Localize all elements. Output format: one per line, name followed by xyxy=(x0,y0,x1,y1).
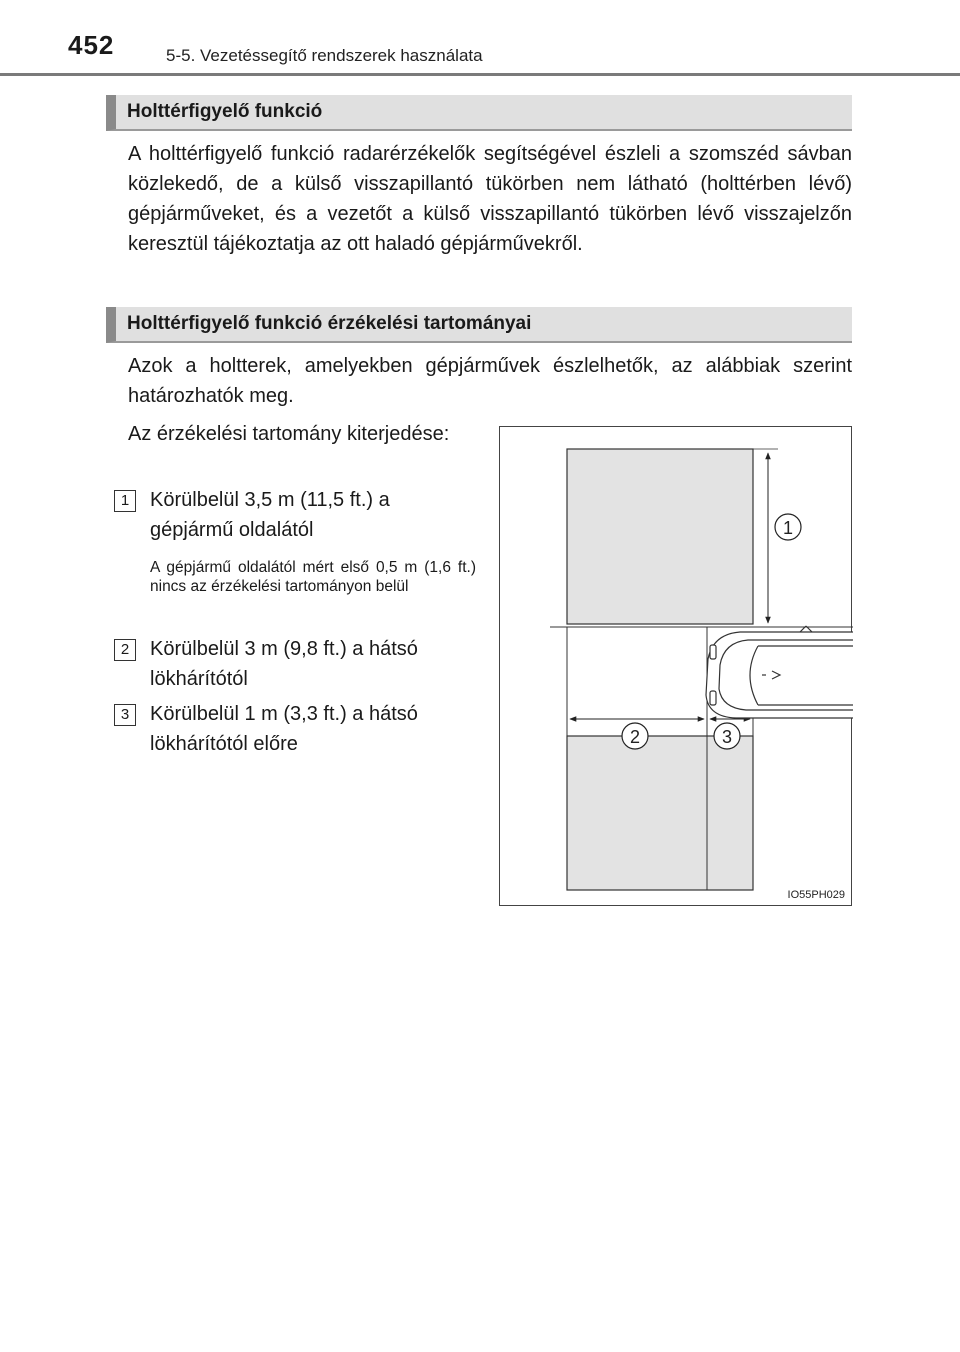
range-item-text: Körülbelül 1 m (3,3 ft.) a hátsó lökhárítótól előre xyxy=(150,703,418,755)
range-item-text: Körülbelül 3,5 m (11,5 ft.) a gépjármű oldalától xyxy=(150,489,390,541)
lower-detection-zone xyxy=(567,736,753,890)
item-number-badge: 3 xyxy=(114,704,136,726)
page-number: 452 xyxy=(68,30,115,60)
detection-range-diagram xyxy=(500,427,853,907)
header-divider xyxy=(0,73,960,76)
range-item-note: A gépjármű oldalától mért első 0,5 m (1,6 ft.) nincs az érzékelési tartományon belül xyxy=(150,559,476,595)
callout-2-label: 2 xyxy=(629,727,641,747)
item-number-badge: 2 xyxy=(114,639,136,661)
section-heading-detection-ranges: Holttérfigyelő funkció érzékelési tartományai xyxy=(106,307,852,343)
section-paragraph-blind-spot-function: A holttérfigyelő funkció radarérzékelők segítségével észleli a szomszéd sávban közlekedő, de a külső visszapillantó tükörben nem látható (holttérben lévő) gépjárműveket, és a vezetőt a külső visszapillantó tükörben lévő visszajelzőn keresztül tájékoztatja az ott haladó gépjárművekről. xyxy=(128,143,852,255)
chapter-title: 5-5. Vezetéssegítő rendszerek használata xyxy=(166,46,483,65)
callout-1-label: 1 xyxy=(782,518,794,538)
figure-code: IO55PH029 xyxy=(787,889,845,901)
callout-3-label: 3 xyxy=(721,727,733,747)
vehicle-drawing xyxy=(706,626,853,718)
upper-detection-zone xyxy=(567,449,753,624)
detection-range-figure xyxy=(499,426,852,906)
item-number-badge: 1 xyxy=(114,490,136,512)
range-item-text: Körülbelül 3 m (9,8 ft.) a hátsó lökhárítótól xyxy=(150,638,418,690)
section-paragraph-detection-ranges: Azok a holtterek, amelyekben gépjárművek észlelhetők, az alábbiak szerint határozhatók meg. xyxy=(128,355,852,407)
section-heading-blind-spot-function: Holttérfigyelő funkció xyxy=(106,95,852,131)
range-intro-text: Az érzékelési tartomány kiterjedése: xyxy=(128,423,450,445)
